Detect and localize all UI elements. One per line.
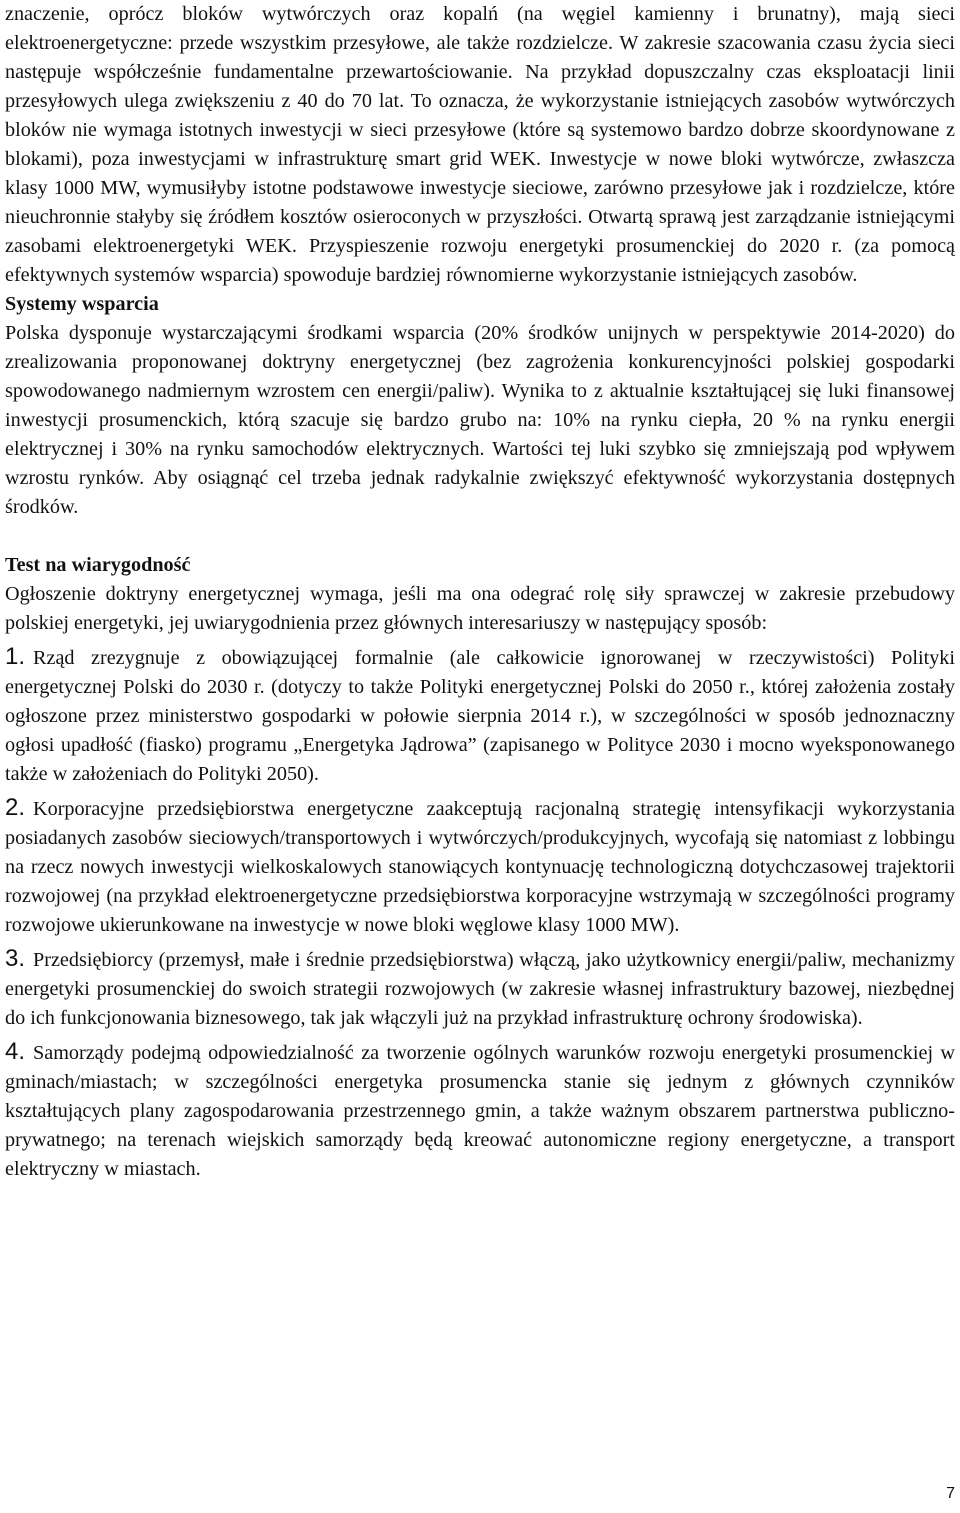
test-paragraph: Ogłoszenie doktryny energetycznej wymaga, jeśli ma ona odegrać rolę siły sprawczej w zakresie przebudowy polskiej energetyki, jej uwiarygodnienia przez głównych interesariuszy w następujący sposób: (5, 583, 955, 634)
list-item-number: 1. (5, 643, 26, 670)
support-paragraph: Polska dysponuje wystarczającymi środkami wsparcia (20% środków unijnych w perspektywie 2014-2020) do zrealizowania proponowanej doktryny energetycznej (bez zagrożenia konkurencyjności polskiej gospodarki spowodowanego nadmiernym wzrostem cen energii/paliw). Wynika to z aktualnie kształtującej się luki finansowej inwestycji prosumenckich, którą szacuje się bardzo grubo na: 10% na rynku ciepła, 20 % na rynku energii elektrycznej i 30% na rynku samochodów elektrycznych. Wartości tej luki szybko się zmniejszają pod wpływem wzrostu rynków. Aby osiągnąć cel trzeba jednak radykalnie zwiększyć efektywność wykorzystania dostępnych środków. (5, 322, 955, 518)
list-item-2 (5, 793, 955, 940)
section-heading-test: Test na wiarygodność (5, 554, 191, 576)
intro-paragraph: znaczenie, oprócz bloków wytwórczych oraz kopalń (na węgiel kamienny i brunatny), mają sieci elektroenergetyczne: przede wszystkim przesyłowe, ale także rozdzielcze. W zakresie szacowania czasu życia sieci następuje współcześnie fundamentalne przewartościowanie. Na przykład dopuszczalny czas eksploatacji linii przesyłowych ulega zwiększeniu z 40 do 70 lat. To oznacza, że wykorzystanie istniejących zasobów wytwórczych bloków nie wymaga istotnych inwestycji w sieci przesyłowe (które są systemowo bardzo dobrze skoordynowane z blokami), poza inwestycjami w infrastrukturę smart grid WEK. Inwestycje w nowe bloki wytwórcze, zwłaszcza klasy 1000 MW, wymusiłyby istotne podstawowe inwestycje sieciowe, zarówno przesyłowe jak i rozdzielcze, które nieuchronnie stałyby się źródłem kosztów osieroconych w przyszłości. Otwartą sprawą jest zarządzanie istniejącymi zasobami elektroenergetyki WEK. Przyspieszenie rozwoju energetyki prosumenckiej do 2020 r. (za pomocą efektywnych systemów wsparcia) spowoduje bardziej równomierne wykorzystanie istniejących zasobów. (5, 3, 955, 286)
list-item-4 (5, 1037, 955, 1184)
list-item-1 (5, 642, 955, 789)
list-item-number: 2. (5, 794, 26, 821)
list-item-3 (5, 944, 955, 1033)
list-item-text: Korporacyjne przedsiębiorstwa energetyczne zaakceptują racjonalną strategię intensyfikacji wykorzystania posiadanych zasobów sieciowych/transportowych i wytwórczych/produkcyjnych, wycofają się natomiast z lobbingu na rzecz nowych inwestycji wielkoskalowych stanowiących kontynuację technologiczną dotychczasowej trajektorii rozwojowej (na przykład elektroenergetyczne przedsiębiorstwa korporacyjne wstrzymają w szczególności programy rozwojowe ukierunkowane na inwestycje w nowe bloki węglowe klasy 1000 MW). (5, 798, 955, 936)
page-number: 7 (946, 1485, 955, 1502)
document-page (5, 0, 955, 1184)
list-item-text: Rząd zrezygnuje z obowiązującej formalnie (ale całkowicie ignorowanej w rzeczywistości) Polityki energetycznej Polski do 2030 r. (dotyczy to także Polityki energetycznej Polski do 2050 r., której założenia zostały ogłoszone przez ministerstwo gospodarki w połowie sierpnia 2014 r.), w szczególności w sposób jednoznaczny ogłosi upadłość (fiasko) programu „Energetyka Jądrowa” (zapisanego w Polityce 2030 i mocno wyeksponowanego także w założeniach do Polityki 2050). (5, 647, 955, 785)
section-heading-support: Systemy wsparcia (5, 293, 159, 315)
list-item-text: Samorządy podejmą odpowiedzialność za tworzenie ogólnych warunków rozwoju energetyki prosumenckiej w gminach/miastach; w szczególności energetyka prosumencka stanie się jednym z głównych czynników kształtujących plany zagospodarowania przestrzennego gmin, a także ważnym obszarem partnerstwa publiczno-prywatnego; na terenach wiejskich samorządy będą kreować autonomiczne regiony energetyczne, a transport elektryczny w miastach. (5, 1042, 955, 1180)
list-item-number: 3. (5, 945, 26, 972)
list-item-number: 4. (5, 1038, 26, 1065)
list-item-text: Przedsiębiorcy (przemysł, małe i średnie przedsiębiorstwa) włączą, jako użytkownicy energii/paliw, mechanizmy energetyki prosumenckiej do swoich strategii rozwojowych (w zakresie własnej infrastruktury bazowej, niezbędnej do ich funkcjonowania biznesowego, tak jak włączyli już na przykład infrastrukturę ochrony środowiska). (5, 949, 955, 1029)
